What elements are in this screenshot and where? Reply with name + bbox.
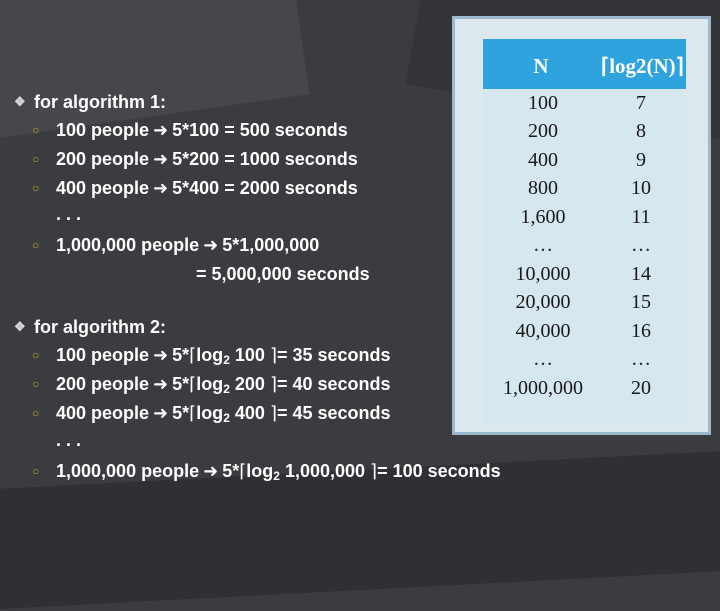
ceiling-left-icon: ⌈ (239, 461, 247, 481)
algo1-item-people: 200 people (56, 149, 150, 169)
algo1-item-2 (32, 148, 358, 170)
algo2-log-base: 2 (223, 411, 230, 425)
table-cell-n: 400 (528, 149, 558, 171)
table-cell-n: 100 (528, 92, 558, 114)
arrow-right-icon: ➜ (153, 374, 169, 394)
algo2-item-prefix: 5* (172, 345, 190, 365)
algo2-log-arg: 400 (234, 403, 265, 423)
table-cell-n: 1,600 (520, 206, 566, 228)
circle-bullet-icon: ○ (32, 238, 40, 252)
ceiling-right-icon: ⌉ (269, 403, 277, 423)
algo2-item-result: = 40 seconds (276, 374, 391, 394)
algo2-item-2 (32, 373, 391, 395)
circle-bullet-icon: ○ (32, 181, 40, 195)
algo2-log-base: 2 (223, 382, 230, 396)
ceiling-left-icon: ⌈ (189, 374, 197, 394)
table-header-log: ⌈log2(N)⌉ (601, 54, 684, 78)
circle-bullet-icon: ○ (32, 377, 40, 391)
algo2-item-last (32, 460, 501, 482)
table-cell-n: 10,000 (515, 263, 571, 285)
algo1-ellipsis: . . . (56, 204, 82, 224)
algo2-item-result: = 100 seconds (377, 461, 501, 481)
log-table-frame (452, 16, 711, 435)
algo2-item-people: 400 people (56, 403, 150, 423)
algo1-heading: for algorithm 1: (34, 92, 167, 112)
ceiling-right-icon: ⌉ (269, 345, 277, 365)
algo1-item-people: 400 people (56, 178, 150, 198)
algo2-item-result: = 45 seconds (276, 403, 391, 423)
ceiling-right-icon: ⌉ (370, 461, 378, 481)
algo2-log-arg: 200 (234, 374, 265, 394)
circle-bullet-icon: ○ (32, 406, 40, 420)
algo2-item-prefix: 5* (222, 461, 240, 481)
algo2-log-base: 2 (223, 353, 230, 367)
table-cell-n: 1,000,000 (503, 377, 583, 399)
arrow-right-icon: ➜ (153, 149, 169, 169)
arrow-right-icon: ➜ (153, 178, 169, 198)
algo2-item-people: 200 people (56, 374, 150, 394)
algo2-item-prefix: 5* (172, 374, 190, 394)
algo2-item-result: = 35 seconds (276, 345, 391, 365)
algo2-heading: for algorithm 2: (34, 317, 167, 337)
algo2-log-arg: 100 (234, 345, 265, 365)
algo1-item-last (32, 234, 319, 256)
arrow-right-icon: ➜ (203, 461, 219, 481)
algo1-item-people: 1,000,000 people (56, 235, 200, 255)
circle-bullet-icon: ○ (32, 464, 40, 478)
algo1-item-calc: 5*400 = 2000 seconds (172, 178, 358, 198)
table-cell-n: … (533, 234, 553, 256)
table-cell-log: 11 (631, 206, 651, 228)
algo2-item-people: 1,000,000 people (56, 461, 200, 481)
algo2-item-3 (32, 402, 391, 424)
wave-bullet-icon: ❖ (14, 94, 26, 109)
table-cell-log: 16 (631, 320, 651, 342)
algo2-log: log (196, 403, 224, 423)
table-cell-log: 7 (636, 92, 646, 114)
algo2-log-base: 2 (273, 469, 280, 483)
algo2-ellipsis: . . . (56, 430, 82, 450)
table-cell-n: 20,000 (515, 291, 571, 313)
algo2-log: log (196, 345, 224, 365)
circle-bullet-icon: ○ (32, 123, 40, 137)
algo1-item-3 (32, 177, 358, 199)
log-table (483, 39, 686, 424)
table-cell-log: … (631, 234, 651, 256)
circle-bullet-icon: ○ (32, 152, 40, 166)
algo1-item-1 (32, 119, 348, 141)
table-cell-log: 14 (631, 263, 651, 285)
algo1-item-calc: 5*100 = 500 seconds (172, 120, 348, 140)
table-cell-log: 10 (631, 177, 651, 199)
table-cell-log: … (631, 348, 651, 370)
arrow-right-icon: ➜ (153, 403, 169, 423)
algo2-log-arg: 1,000,000 (284, 461, 366, 481)
circle-bullet-icon: ○ (32, 348, 40, 362)
algo2-item-people: 100 people (56, 345, 150, 365)
table-cell-log: 20 (631, 377, 651, 399)
table-cell-log: 15 (631, 291, 651, 313)
algo1-item-people: 100 people (56, 120, 150, 140)
algo2-log: log (196, 374, 224, 394)
algo1-last-result: = 5,000,000 seconds (196, 264, 370, 284)
algo1-heading-row (14, 91, 166, 113)
arrow-right-icon: ➜ (153, 345, 169, 365)
ceiling-right-icon: ⌉ (269, 374, 277, 394)
table-cell-log: 9 (636, 149, 646, 171)
table-cell-n: 800 (528, 177, 558, 199)
ceiling-left-icon: ⌈ (189, 403, 197, 423)
table-cell-n: … (533, 348, 553, 370)
table-header (483, 39, 686, 89)
table-cell-n: 40,000 (515, 320, 571, 342)
arrow-right-icon: ➜ (153, 120, 169, 140)
algo2-heading-row (14, 316, 166, 338)
algo1-item-calc: 5*1,000,000 (222, 235, 320, 255)
table-cell-n: 200 (528, 120, 558, 142)
ceiling-left-icon: ⌈ (189, 345, 197, 365)
algo2-item-1 (32, 344, 391, 366)
algo2-log: log (246, 461, 274, 481)
algo1-item-calc: 5*200 = 1000 seconds (172, 149, 358, 169)
arrow-right-icon: ➜ (203, 235, 219, 255)
table-header-n: N (533, 54, 549, 78)
table-cell-log: 8 (636, 120, 646, 142)
algo2-item-prefix: 5* (172, 403, 190, 423)
wave-bullet-icon: ❖ (14, 319, 26, 334)
